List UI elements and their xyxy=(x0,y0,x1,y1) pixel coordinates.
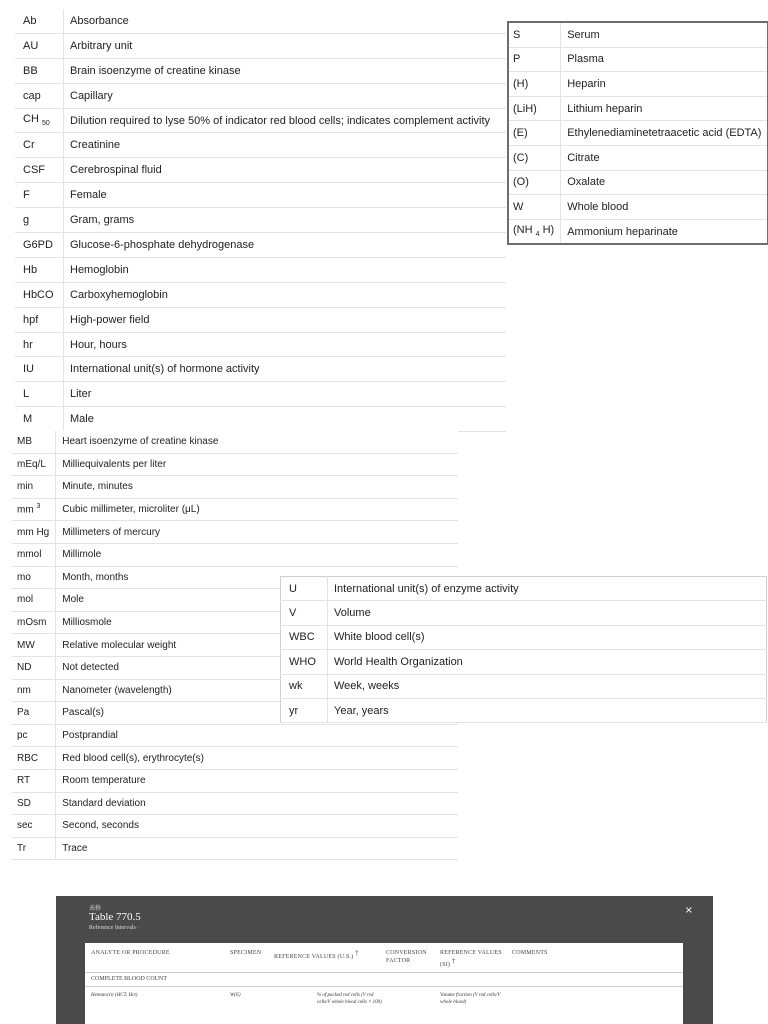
abbreviation-cell xyxy=(15,233,64,258)
table-row xyxy=(12,521,458,544)
section-label: COMPLETE BLOOD COUNT xyxy=(91,976,167,982)
abbreviation-text: mEq/L xyxy=(17,458,46,470)
abbreviation-cell xyxy=(281,625,328,649)
abbreviation-cell xyxy=(508,145,561,170)
meaning-cell: Month, months xyxy=(56,566,458,589)
abbreviation-cell xyxy=(15,158,64,183)
table-row xyxy=(12,431,458,453)
meaning-cell: Milliosmole xyxy=(56,611,458,634)
abbreviation-cell xyxy=(15,208,64,233)
row-analyte: Hematocrit (HCT, Hct) xyxy=(91,993,138,998)
abbreviation-text: G6PD xyxy=(23,238,53,251)
abbreviation-text: L xyxy=(23,388,30,401)
table-row xyxy=(15,382,506,407)
abbreviation-text: mo xyxy=(17,571,31,583)
abbreviation-text: g xyxy=(23,214,30,227)
abbreviation-text: SD xyxy=(17,797,31,809)
meaning-cell: Cerebrospinal fluid xyxy=(64,158,507,183)
abbreviation-text: S xyxy=(513,28,521,41)
abbreviation-cell xyxy=(15,307,64,332)
reference-intervals-modal xyxy=(56,896,713,1024)
meaning-cell: Serum xyxy=(561,22,768,47)
abbreviation-text: Tr xyxy=(17,842,27,854)
table-row xyxy=(281,625,767,649)
abbreviation-cell xyxy=(508,219,561,244)
abbreviation-cell xyxy=(12,431,56,453)
modal-subtitle xyxy=(89,925,139,931)
table-row xyxy=(508,145,768,170)
header-ref-us xyxy=(274,949,384,961)
meaning-cell: Absorbance xyxy=(64,9,507,33)
abbreviation-text: (NH xyxy=(513,224,533,237)
abbreviation-subscript: 50 xyxy=(41,120,50,128)
meaning-cell: Mole xyxy=(56,589,458,612)
abbreviation-cell xyxy=(508,195,561,220)
meaning-cell: International unit(s) of enzyme activity xyxy=(328,577,767,601)
table-row xyxy=(15,307,506,332)
modal-subtitle-dot: - xyxy=(137,925,140,931)
abbreviation-cell xyxy=(281,650,328,674)
abbreviation-text: (O) xyxy=(513,176,529,189)
meaning-cell: Hemoglobin xyxy=(64,257,507,282)
abbreviation-cell xyxy=(15,133,64,158)
table-row xyxy=(15,133,506,158)
abbreviation-cell xyxy=(508,170,561,195)
meaning-cell: Minute, minutes xyxy=(56,476,458,499)
abbreviation-cell xyxy=(508,47,561,72)
abbreviation-text: (LiH) xyxy=(513,102,537,115)
meaning-cell: Standard deviation xyxy=(56,792,458,815)
table-row xyxy=(12,815,458,838)
header-comments: COMMENTS xyxy=(512,950,548,956)
abbreviation-text: RT xyxy=(17,775,31,787)
table-row xyxy=(281,577,767,601)
abbreviation-cell xyxy=(12,476,56,499)
abbreviation-cell xyxy=(12,656,56,679)
abbreviation-text: (E) xyxy=(513,127,528,140)
meaning-cell: Not detected xyxy=(56,656,458,679)
header-specimen: SPECIMEN xyxy=(230,950,262,956)
abbreviation-text: MW xyxy=(17,639,35,651)
table-row xyxy=(508,72,768,97)
abbreviation-cell xyxy=(12,498,56,521)
table-row xyxy=(15,108,506,133)
abbreviation-text: mOsm xyxy=(17,617,47,629)
table-row xyxy=(508,47,768,72)
abbreviation-cell xyxy=(15,407,64,432)
row-ref-si: Volume fraction (V red cells/V whole blood) xyxy=(440,993,501,1005)
table-row xyxy=(15,357,506,382)
abbreviation-cell xyxy=(12,747,56,770)
abbreviation-text: cap xyxy=(23,89,41,102)
abbreviation-text: WHO xyxy=(289,655,316,668)
table-row xyxy=(508,96,768,121)
abbreviation-cell xyxy=(12,815,56,838)
modal-kicker: 表格 xyxy=(89,906,102,912)
abbreviation-cell xyxy=(12,521,56,544)
abbreviation-subscript: 4 xyxy=(535,231,540,239)
modal-subtitle-text: Reference Intervals xyxy=(89,925,136,931)
abbreviation-cell xyxy=(508,121,561,146)
meaning-cell: Glucose-6-phosphate dehydrogenase xyxy=(64,233,507,258)
abbreviation-cell xyxy=(281,698,328,722)
table-row xyxy=(15,83,506,108)
meaning-cell: Heparin xyxy=(561,72,768,97)
table-row xyxy=(15,208,506,233)
meaning-cell: Dilution required to lyse 50% of indicator red blood cells; indicates complement activity xyxy=(64,108,507,133)
table-row xyxy=(15,233,506,258)
abbreviation-text: MB xyxy=(17,436,32,448)
abbreviation-text: hpf xyxy=(23,313,39,326)
close-icon[interactable]: × xyxy=(684,905,693,916)
table-row xyxy=(15,282,506,307)
abbreviation-text: M xyxy=(23,413,33,426)
abbreviation-text: W xyxy=(513,200,524,213)
table-row xyxy=(12,747,458,770)
abbreviation-text: P xyxy=(513,53,521,66)
abbreviation-cell xyxy=(15,332,64,357)
meaning-cell: Ethylenediaminetetraacetic acid (EDTA) xyxy=(561,121,768,146)
meaning-cell: Trace xyxy=(56,837,458,860)
header-ref-us-label: REFERENCE VALUES (U.S.) xyxy=(274,954,354,960)
meaning-cell: Cubic millimeter, microliter (μL) xyxy=(56,498,458,521)
table-row xyxy=(12,498,458,521)
abbreviation-text: BB xyxy=(23,64,38,77)
table-row xyxy=(508,195,768,220)
abbreviation-cell xyxy=(15,382,64,407)
abbreviation-text: mmol xyxy=(17,549,42,561)
abbreviation-text: hr xyxy=(23,338,33,351)
meaning-cell: Hour, hours xyxy=(64,332,507,357)
meaning-cell: Whole blood xyxy=(561,195,768,220)
table-row xyxy=(508,22,768,47)
meaning-cell: Oxalate xyxy=(561,170,768,195)
abbreviation-cell xyxy=(12,837,56,860)
abbreviation-text: min xyxy=(17,481,34,493)
abbreviation-text: Cr xyxy=(23,139,35,152)
abbreviation-cell xyxy=(15,58,64,83)
meaning-cell: Nanometer (wavelength) xyxy=(56,679,458,702)
table-row xyxy=(12,453,458,476)
abbreviation-text: F xyxy=(23,189,30,202)
meaning-cell: Plasma xyxy=(561,47,768,72)
meaning-cell: Pascal(s) xyxy=(56,702,458,725)
abbreviation-cell xyxy=(12,724,56,747)
reference-table-header xyxy=(85,943,683,973)
table-row xyxy=(281,674,767,698)
meaning-cell: World Health Organization xyxy=(328,650,767,674)
table-row xyxy=(12,476,458,499)
table-row xyxy=(15,183,506,208)
abbreviation-cell xyxy=(15,282,64,307)
abbreviation-cell xyxy=(12,702,56,725)
header-conversion: CONVERSION FACTOR xyxy=(386,950,427,964)
meaning-cell: Arbitrary unit xyxy=(64,33,507,58)
abbreviation-cell xyxy=(15,257,64,282)
meaning-cell: Creatinine xyxy=(64,133,507,158)
meaning-cell: Room temperature xyxy=(56,769,458,792)
abbreviation-cell xyxy=(12,792,56,815)
header-ref-si xyxy=(440,949,508,969)
meaning-cell: Millimole xyxy=(56,543,458,566)
abbreviation-text: yr xyxy=(289,704,299,717)
abbreviation-text: (C) xyxy=(513,151,529,164)
meaning-cell: Year, years xyxy=(328,698,767,722)
abbreviation-cell xyxy=(508,96,561,121)
abbreviation-cell xyxy=(15,9,64,33)
meaning-cell: Lithium heparin xyxy=(561,96,768,121)
table-row xyxy=(12,543,458,566)
abbreviation-text: CSF xyxy=(23,164,45,177)
abbreviation-text: wk xyxy=(289,680,303,693)
abbreviation-text: U xyxy=(289,582,297,595)
abbreviation-text: ND xyxy=(17,662,32,674)
meaning-cell: Capillary xyxy=(64,83,507,108)
abbreviation-text: (H) xyxy=(513,77,529,90)
table-row xyxy=(12,792,458,815)
table-row xyxy=(281,698,767,722)
abbreviation-text: pc xyxy=(17,730,28,742)
abbreviation-superscript: 3 xyxy=(36,503,41,511)
meaning-cell: Gram, grams xyxy=(64,208,507,233)
table-row xyxy=(281,601,767,625)
table-row xyxy=(15,58,506,83)
table-row xyxy=(15,33,506,58)
meaning-cell: White blood cell(s) xyxy=(328,625,767,649)
table-row xyxy=(12,837,458,860)
meaning-cell: Week, weeks xyxy=(328,674,767,698)
meaning-cell: Ammonium heparinate xyxy=(561,219,768,244)
abbreviation-cell xyxy=(281,577,328,601)
table-row xyxy=(15,332,506,357)
abbreviation-cell xyxy=(281,674,328,698)
row-specimen: W(E) xyxy=(230,993,241,998)
abbreviation-text: CH xyxy=(23,113,39,126)
specimen-codes-table xyxy=(507,21,768,245)
abbreviation-text: IU xyxy=(23,363,34,376)
meaning-cell: Brain isoenzyme of creatine kinase xyxy=(64,58,507,83)
abbreviation-text: Ab xyxy=(23,14,37,27)
abbreviation-cell xyxy=(15,33,64,58)
abbreviation-text: mol xyxy=(17,594,34,606)
abbreviation-cell xyxy=(12,679,56,702)
meaning-cell: Male xyxy=(64,407,507,432)
meaning-cell: Red blood cell(s), erythrocyte(s) xyxy=(56,747,458,770)
abbreviation-cell xyxy=(12,589,56,612)
table-row xyxy=(508,170,768,195)
table-row xyxy=(15,257,506,282)
meaning-cell: Carboxyhemoglobin xyxy=(64,282,507,307)
abbreviation-cell xyxy=(12,611,56,634)
meaning-cell: Millimeters of mercury xyxy=(56,521,458,544)
abbreviation-cell xyxy=(15,357,64,382)
abbreviations-table-1 xyxy=(15,9,506,432)
meaning-cell: Citrate xyxy=(561,145,768,170)
abbreviation-text: V xyxy=(289,607,297,620)
table-row xyxy=(12,769,458,792)
meaning-cell: Second, seconds xyxy=(56,815,458,838)
header-ref-si-mark: † xyxy=(451,957,456,965)
meaning-cell: Volume xyxy=(328,601,767,625)
table-row xyxy=(15,407,506,432)
abbreviation-text: mm xyxy=(17,504,34,516)
table-row xyxy=(508,219,768,244)
abbreviation-text: WBC xyxy=(289,631,315,644)
abbreviation-cell xyxy=(12,634,56,657)
abbreviation-text: RBC xyxy=(17,752,39,764)
table-row xyxy=(15,9,506,33)
reference-table xyxy=(85,943,683,1024)
abbreviations-table-3 xyxy=(280,576,767,723)
meaning-cell: Female xyxy=(64,183,507,208)
abbreviation-cell xyxy=(281,601,328,625)
abbreviation-text: Pa xyxy=(17,707,30,719)
meaning-cell: Liter xyxy=(64,382,507,407)
abbreviation-cell xyxy=(15,108,64,133)
table-row xyxy=(508,121,768,146)
meaning-cell: Milliequivalents per liter xyxy=(56,453,458,476)
table-row xyxy=(281,650,767,674)
abbreviation-cell xyxy=(508,72,561,97)
abbreviation-text: Hb xyxy=(23,263,38,276)
table-row xyxy=(15,158,506,183)
abbreviation-cell xyxy=(508,22,561,47)
section-row xyxy=(85,973,683,987)
abbreviation-cell xyxy=(15,83,64,108)
abbreviation-cell xyxy=(12,543,56,566)
table-row xyxy=(12,724,458,747)
header-analyte: ANALYTE OR PROCEDURE xyxy=(91,950,170,956)
abbreviation-tail: H) xyxy=(542,224,555,237)
header-ref-si-label: REFERENCE VALUES (SI) xyxy=(440,950,502,968)
abbreviation-text: nm xyxy=(17,684,31,696)
modal-title: Table 770.5 xyxy=(89,911,141,923)
abbreviation-text: AU xyxy=(23,39,39,52)
meaning-cell: Heart isoenzyme of creatine kinase xyxy=(56,431,458,453)
meaning-cell: High-power field xyxy=(64,307,507,332)
meaning-cell: Relative molecular weight xyxy=(56,634,458,657)
abbreviation-text: sec xyxy=(17,820,33,832)
header-ref-us-mark: † xyxy=(355,949,359,957)
meaning-cell: International unit(s) of hormone activity xyxy=(64,357,507,382)
abbreviation-cell xyxy=(15,183,64,208)
row-ref-us: % of packed red cells (V red cells/V whole blood cells × 100) xyxy=(317,993,382,1005)
abbreviation-cell xyxy=(12,769,56,792)
abbreviation-text: mm Hg xyxy=(17,526,50,538)
meaning-cell: Postprandial xyxy=(56,724,458,747)
abbreviation-text: HbCO xyxy=(23,288,54,301)
abbreviation-cell xyxy=(12,453,56,476)
abbreviation-cell xyxy=(12,566,56,589)
